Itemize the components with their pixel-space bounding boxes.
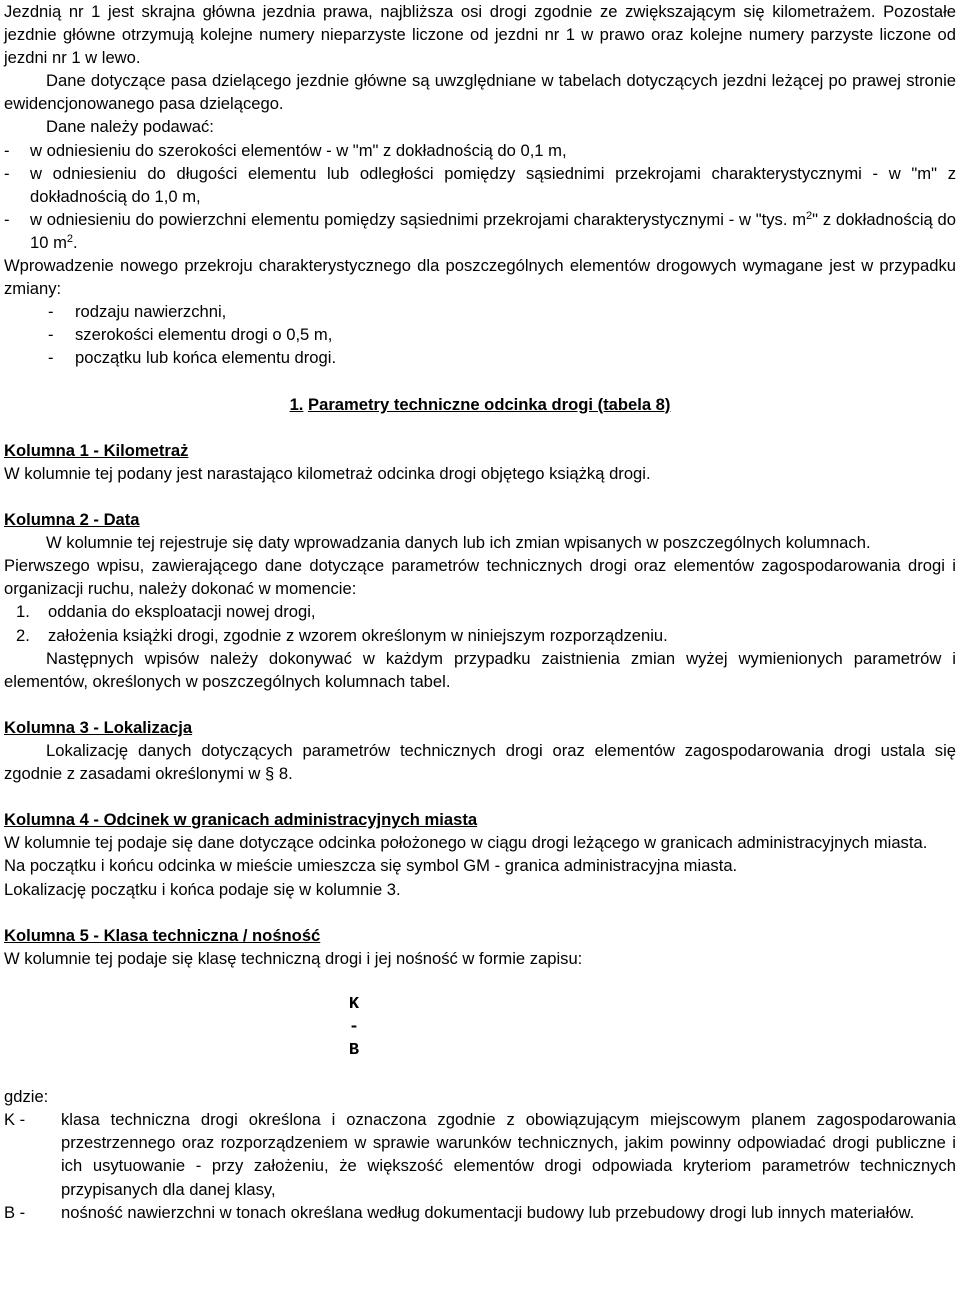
list-item [4, 300, 956, 323]
column-1-heading: Kolumna 1 - Kilometraż [4, 440, 189, 460]
list-item-text: w odniesieniu do długości elementu lub odległości pomiędzy sąsiednimi przekrojami charakterystycznymi - w "m" z dokładnością do 1,0 m, [30, 163, 956, 206]
formula-divider: - [348, 1018, 360, 1038]
list-item [4, 162, 956, 208]
column-1-text: W kolumnie tej podany jest narastająco kilometraż odcinka drogi objętego książką drogi. [4, 463, 651, 483]
list-item [4, 624, 956, 647]
class-formula [4, 993, 704, 1062]
column-4-paragraph: Lokalizację początku i końca podaje się w kolumnie 3. [4, 879, 401, 899]
dash-bullet: - [48, 302, 54, 322]
list-item [4, 139, 956, 162]
formula-numerator: K [348, 995, 360, 1015]
formula-denominator: B [348, 1041, 360, 1061]
list-item [4, 323, 956, 346]
where-label: gdzie: [4, 1087, 49, 1107]
dash-bullet: - [4, 140, 10, 160]
definition-text: klasa techniczna drogi określona i oznaczona zgodnie z obowiązującym miejscowym planem zagospodarowania przestrzennego oraz rozporządzeniem w sprawie warunków technicznych, jakim powinny odpowiadać drogi publiczne i ich usytuowanie - przy założeniu, że większość elementów drogi odpowiada kryteriom parametrów technicznych przypisanych dla danej klasy, [61, 1110, 956, 1199]
dash-bullet: - [48, 348, 54, 368]
column-2-heading: Kolumna 2 - Data [4, 510, 140, 530]
dash-bullet: - [4, 163, 10, 183]
superscript: 2 [806, 209, 813, 222]
section-title [4, 393, 956, 416]
list-item-text: szerokości elementu drogi o 0,5 m, [75, 325, 333, 345]
dash-bullet: - [48, 325, 54, 345]
column-4-heading: Kolumna 4 - Odcinek w granicach administracyjnych miasta [4, 810, 478, 830]
list-item-text: oddania do eksploatacji nowej drogi, [48, 602, 316, 622]
section-title-text: Parametry techniczne odcinka drogi (tabela 8) [308, 394, 671, 414]
list-number: 1. [16, 602, 30, 622]
definition-item [4, 1108, 956, 1200]
column-5-heading: Kolumna 5 - Klasa techniczna / nośność [4, 925, 321, 945]
list-item [4, 346, 956, 369]
column-2-paragraph: W kolumnie tej rejestruje się daty wprowadzania danych lub ich zmian wpisanych w poszczególnych kolumnach. [46, 533, 871, 553]
text-fragment: w odniesieniu do powierzchni elementu pomiędzy sąsiednimi przekrojami charakterystycznymi - w "tys. m [30, 209, 807, 229]
column-3-heading: Kolumna 3 - Lokalizacja [4, 717, 193, 737]
column-2-paragraph: Następnych wpisów należy dokonywać w każdym przypadku zaistnienia zmian wyżej wymienionych parametrów i elementów, określonych w poszczególnych kolumnach tabel. [4, 648, 956, 691]
intro-paragraph-data-format: Dane należy podawać: [46, 117, 214, 137]
list-item [4, 600, 956, 623]
definition-term: B - [4, 1202, 26, 1222]
column-4-paragraph: Na początku i końcu odcinka w mieście umieszcza się symbol GM - granica administracyjna miasta. [4, 856, 738, 876]
definition-text: nośność nawierzchni w tonach określana według dokumentacji budowy lub przebudowy drogi lub innych materiałów. [61, 1202, 915, 1222]
superscript: 2 [66, 232, 74, 245]
definition-item [4, 1201, 956, 1224]
list-item-text: założenia książki drogi, zgodnie z wzorem określonym w niniejszym rozporządzeniu. [48, 625, 668, 645]
dash-bullet: - [4, 209, 10, 229]
section-number: 1. [289, 394, 304, 414]
column-5-text: W kolumnie tej podaje się klasę techniczną drogi i jej nośność w formie zapisu: [4, 948, 583, 968]
column-4-paragraph: W kolumnie tej podaje się dane dotyczące odcinka położonego w ciągu drogi leżącego w granicach administracyjnych miasta. [4, 833, 928, 853]
list-number: 2. [16, 625, 30, 645]
text-fragment: " z dokładnością do 10 m [30, 209, 956, 252]
definition-term: K - [4, 1110, 26, 1130]
list-item-text: rodzaju nawierzchni, [75, 302, 227, 322]
text-fragment: . [73, 232, 78, 252]
list-item-text: początku lub końca elementu drogi. [75, 348, 337, 368]
intro-paragraph-new-section: Wprowadzenie nowego przekroju charakterystycznego dla poszczególnych elementów drogowych wymagane jest w przypadku zmiany: [4, 256, 956, 299]
list-item-text: w odniesieniu do szerokości elementów - w "m" z dokładnością do 0,1 m, [30, 140, 567, 160]
list-item [4, 208, 956, 254]
intro-paragraph-carriageway-numbering: Jezdnią nr 1 jest skrajna główna jezdnia prawa, najbliższa osi drogi zgodnie ze zwiększającym się kilometrażem. Pozostałe jezdnie główne otrzymują kolejne numery nieparzyste liczone od jezdni nr 1 w prawo oraz kolejne numery parzyste liczone od jezdni nr 1 w lewo. [4, 2, 956, 68]
intro-paragraph-median: Dane dotyczące pasa dzielącego jezdnie główne są uwzględniane w tabelach dotyczących jezdni leżącej po prawej stronie ewidencjonowanego pasa dzielącego. [4, 71, 956, 114]
column-2-paragraph: Pierwszego wpisu, zawierającego dane dotyczące parametrów technicznych drogi oraz elementów zagospodarowania drogi i organizacji ruchu, należy dokonać w momencie: [4, 556, 956, 599]
list-item-text [30, 208, 956, 254]
column-3-text: Lokalizację danych dotyczących parametrów technicznych drogi oraz elementów zagospodarowania drogi ustala się zgodnie z zasadami określonymi w § 8. [4, 741, 956, 784]
